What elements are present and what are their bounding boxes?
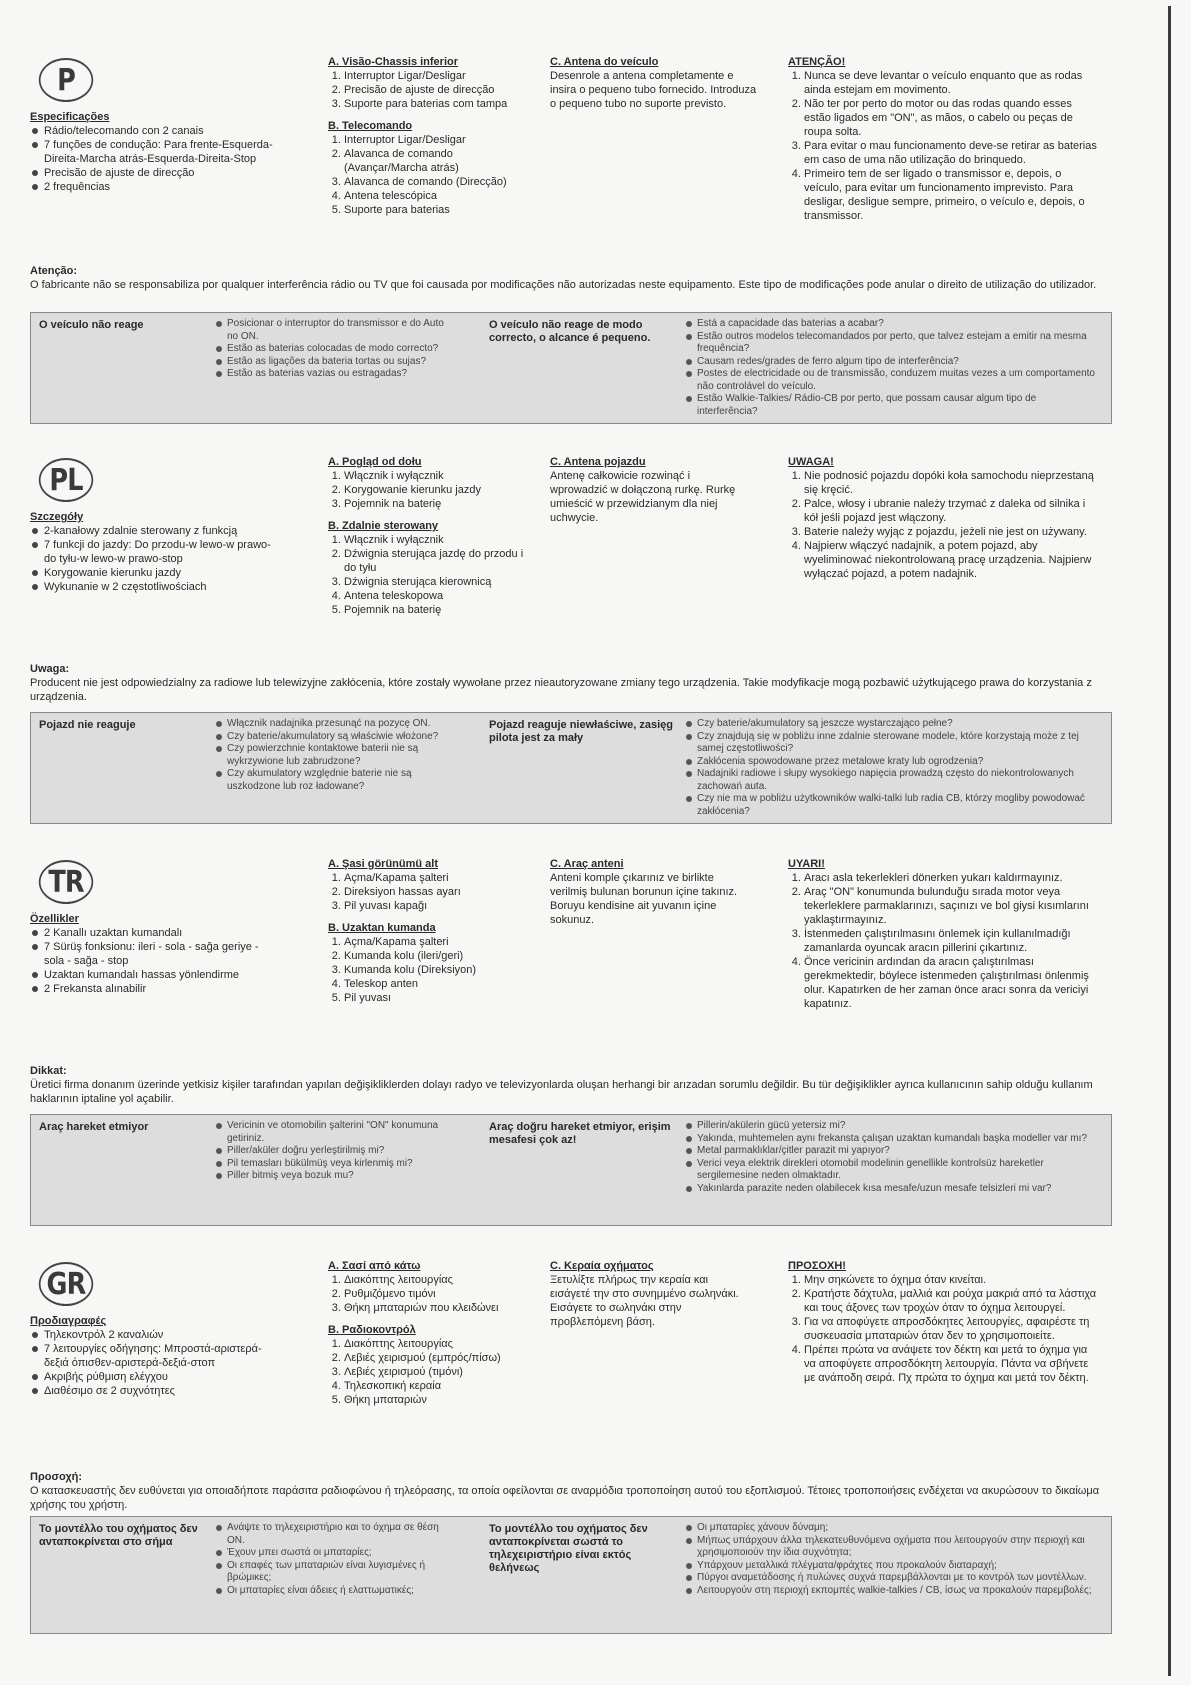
part-b-title: B. Uzaktan kumanda xyxy=(328,922,436,934)
trouble-2-item: Estão Walkie-Talkies/ Rádio-CB por perto, que possam causar algum tipo de interferência? xyxy=(685,393,1095,418)
warning-item: 4. Primeiro tem de ser ligado o transmissor e, depois, o veículo, para evitar um funcionamento imprevisto. Para desligar, desligue sempre, primeiro, o veículo e, depois, o transmissor. xyxy=(804,167,1098,223)
part-b-item: 1. Açma/Kapama şalteri xyxy=(344,935,538,949)
part-c-text: Antenę całkowicie rozwinąć i wprowadzić w dołączoną rurkę. Rurkę umieścić w przewidzianym dla niej uchwycie. xyxy=(550,470,736,524)
specs-column xyxy=(30,1314,280,1398)
part-c-text: Desenrole a antena completamente e insira o pequeno tubo fornecido. Introduza o pequeno tubo no suporte previsto. xyxy=(550,70,757,110)
trouble-2-item: Pillerin/akülerin gücü yetersiz mi? xyxy=(685,1120,1095,1133)
language-badge: TR xyxy=(39,860,93,904)
spec-item: 2 Kanallı uzaktan kumandalı xyxy=(30,926,280,940)
trouble-1-item: Estão as baterias colocadas de modo correcto? xyxy=(215,343,455,356)
trouble-1-item: Έχουν μπει σωστά οι μπαταρίες; xyxy=(215,1547,455,1560)
part-c-text: Ξετυλίξτε πλήρως την κεραία και εισάγετέ την στο συνημμένο σωληνάκι. Εισάγετε το σωληνάκι στην προβλεπόμενη βάση. xyxy=(550,1274,739,1328)
part-a-item: 1. Interruptor Ligar/Desligar xyxy=(344,69,538,83)
trouble-2-item: Metal parmaklıklar/çitler parazit mi yapıyor? xyxy=(685,1145,1095,1158)
part-b-item: 4. Teleskop anten xyxy=(344,977,538,991)
part-b-title: B. Zdalnie sterowany xyxy=(328,520,439,532)
notice-text: Producent nie jest odpowiedzialny za radiowe lub telewizyjne zakłócenia, które zostały wywołane przez nieautoryzowane zmiany tego urządzenia. Takie modyfikacje mogą pozbawić użytkującego prawa do korzystania z urządzenia. xyxy=(30,677,1092,703)
trouble-2-item: Yakında, muhtemelen aynı frekansta çalışan uzaktan kumandalı başka modeller var mı? xyxy=(685,1133,1095,1146)
trouble-1-item: Οι μπαταρίες είναι άδειες ή ελαττωματικές; xyxy=(215,1585,455,1598)
trouble-2-item: Postes de electricidade ou de transmissão, conduzem muitas vezes a um comportamento não controlável do veículo. xyxy=(685,368,1095,393)
warning-item: 4. Önce vericinin ardından da aracın çalıştırılması gerekmektedir, böylece istenmeden çalıştırılması önlenmiş olur. Kapatırken de her zaman önce aracı sonra da vericiyi kapatınız. xyxy=(804,955,1098,1011)
notice-text: O fabricante não se responsabiliza por qualquer interferência rádio ou TV que foi causada por modificações não autorizadas neste equipamento. Este tipo de modificações pode anular o direito de utilização do utilizador. xyxy=(30,279,1097,291)
trouble-2-title: Araç doğru hareket etmiyor, erişim mesafesi çok az! xyxy=(489,1121,671,1146)
spec-item: 7 Sürüş fonksionu: ileri - sola - sağa geriye - sola - sağa - stop xyxy=(30,940,280,968)
notice-block xyxy=(30,662,1120,704)
chassis-column xyxy=(328,455,538,617)
notice-text: Üretici firma donanım üzerinde yetkisiz kişiler tarafından yapılan değişikliklerden dolayı radyo ve televizyonlarda oluşan herhangi bir arızadan sorumlu değildir. Bu tür değişiklikler ayrıca kullanıcının sahip olduğu kullanım haklarının iptaline yol açabilir. xyxy=(30,1079,1093,1105)
part-c-title: C. Araç anteni xyxy=(550,858,624,870)
spec-item: Rádio/telecomando con 2 canais xyxy=(30,124,280,138)
notice-title: Dikkat: xyxy=(30,1065,67,1077)
warning-title: ΠΡΟΣΟΧΗ! xyxy=(788,1260,846,1272)
spec-item: Διαθέσιμο σε 2 συχνότητες xyxy=(30,1384,280,1398)
notice-title: Atenção: xyxy=(30,265,78,277)
trouble-1-item: Ανάψτε το τηλεχειριστήριο και το όχημα σε θέση ON. xyxy=(215,1522,455,1547)
trouble-1-item: Czy akumulatory względnie baterie nie są uszkodzone lub roz ładowane? xyxy=(215,768,455,793)
trouble-1-item: Posicionar o interruptor do transmissor e do Auto no ON. xyxy=(215,318,455,343)
part-b-item: 2. Dźwignia sterująca jazdę do przodu i do tyłu xyxy=(344,547,538,575)
trouble-2-item: Zakłócenia spowodowane przez metalowe kraty lub ogrodzenia? xyxy=(685,756,1095,769)
trouble-1-item: Czy powierzchnie kontaktowe baterii nie są wykrzywione lub zabrudzone? xyxy=(215,743,455,768)
part-a-item: 3. Pil yuvası kapağı xyxy=(344,899,538,913)
trouble-1-title: Araç hareket etmiyor xyxy=(39,1121,149,1133)
trouble-2-item: Verici veya elektrik direkleri otomobil modelinin genellikle kontrolsüz hareketler sergilemesine neden olmaktadır. xyxy=(685,1158,1095,1183)
part-b-item: 5. Pil yuvası xyxy=(344,991,538,1005)
trouble-2-item: Causam redes/grades de ferro algum tipo de interferência? xyxy=(685,356,1095,369)
warning-item: 2. Araç "ON" konumunda bulunduğu sırada motor veya tekerleklere parmaklarınızı, saçınızı ve bol giysi kısımlarını yaklaştırmayınız. xyxy=(804,885,1098,927)
warning-item: 3. Para evitar o mau funcionamento deve-se retirar as baterias em caso de uma não utilização do brinquedo. xyxy=(804,139,1098,167)
spec-item: 2-kanałowy zdalnie sterowany z funkcją xyxy=(30,524,280,538)
trouble-2-item: Λειτουργούν στη περιοχή εκπομπές walkie-talkies / CB, ίσως να προκαλούν παρεμβολές; xyxy=(685,1585,1095,1598)
trouble-2-item: Nadajniki radiowe i słupy wysokiego napięcia prowadzą często do niekontrolowanych zachowań auta. xyxy=(685,768,1095,793)
part-b-title: B. Ραδιοκοντρόλ xyxy=(328,1324,416,1336)
warning-item: 4. Πρέπει πρώτα να ανάψετε τον δέκτη και μετά το όχημα για να αποφύγετε απροσδόκητη λειτουργία. Πάντα να σβήνετε με ανάποδη σειρά. Πχ πρώτα το όχημα και μετά τον δέκτη. xyxy=(804,1343,1098,1385)
troubleshooting-box xyxy=(30,312,1112,424)
specs-title: Προδιαγραφές xyxy=(30,1315,107,1327)
trouble-2-item: Yakınlarda parazite neden olabilecek kısa mesafe/uzun mesafe telsizleri mi var? xyxy=(685,1183,1095,1196)
part-b-item: 1. Διακόπτης λειτουργίας xyxy=(344,1337,538,1351)
chassis-column xyxy=(328,857,538,1005)
trouble-1-item: Piller/aküler doğru yerleştirilmiş mi? xyxy=(215,1145,455,1158)
spec-item: Wykunanie w 2 częstotliwościach xyxy=(30,580,280,594)
trouble-2-item: Czy znajdują się w pobliżu inne zdalnie sterowane modele, które korzystają może z tej samej częstotliwości? xyxy=(685,731,1095,756)
trouble-2-title: Το μοντέλλο του οχήματος δεν ανταποκρίνεται σωστά το τηλεχειριστήριο είναι εκτός θελήνεως xyxy=(489,1523,648,1574)
warning-item: 2. Palce, włosy i ubranie należy trzymać z daleka od silnika i kół jeśli pojazd jest włączony. xyxy=(804,497,1098,525)
trouble-2-item: Μήπως υπάρχουν άλλα τηλεκατευθυνόμενα οχήματα που λειτουργούν στην περιοχή και χρησιμοποιούν την ίδια συχνότητα; xyxy=(685,1535,1095,1560)
spec-item: Precisão de ajuste de direcção xyxy=(30,166,280,180)
trouble-1-item: Czy baterie/akumulatory są właściwie włożone? xyxy=(215,731,455,744)
part-b-item: 3. Kumanda kolu (Direksiyon) xyxy=(344,963,538,977)
antenna-column xyxy=(550,55,760,111)
part-b-item: 3. Dźwignia sterująca kierownicą xyxy=(344,575,538,589)
part-b-item: 4. Antena telescópica xyxy=(344,189,538,203)
part-a-title: A. Visão-Chassis inferior xyxy=(328,56,459,68)
notice-text: Ο κατασκευαστής δεν ευθύνεται για οποιαδήποτε παράσιτα ραδιοφώνου ή τηλεόρασης, τα οποία οφείλονται σε αναρμόδια τροποποίηση αυτού του εξοπλισμού. Τέτοιες τροποποιήσεις ενδέχεται να ακυρώσουν το δικαίωμα χρήσης του χρήστη. xyxy=(30,1485,1100,1511)
part-a-item: 1. Διακόπτης λειτουργίας xyxy=(344,1273,538,1287)
notice-block xyxy=(30,1470,1120,1512)
part-a-item: 2. Korygowanie kierunku jazdy xyxy=(344,483,538,497)
warning-title: ATENÇÃO! xyxy=(788,56,846,68)
warning-item: 1. Nunca se deve levantar o veículo enquanto que as rodas ainda estejam em movimento. xyxy=(804,69,1098,97)
trouble-1-title: Το μοντέλλο του οχήματος δεν ανταποκρίνεται στο σήμα xyxy=(39,1523,198,1548)
part-c-title: C. Antena do veículo xyxy=(550,56,659,68)
trouble-1-item: Vericinin ve otomobilin şalterini "ON" konumuna getiriniz. xyxy=(215,1120,455,1145)
notice-title: Προσοχή: xyxy=(30,1471,83,1483)
trouble-1-title: O veículo não reage xyxy=(39,319,144,331)
part-b-item: 3. Λεβιές χειρισμού (τιμόνι) xyxy=(344,1365,538,1379)
spec-item: 7 λειτουργίες οδήγησης: Μπροστά-αριστερά-δεξιά όπισθεν-αριστερά-δεξιά-στοπ xyxy=(30,1342,280,1370)
part-b-item: 2. Kumanda kolu (ileri/geri) xyxy=(344,949,538,963)
trouble-2-item: Πύργοι αναμετάδοσης ή πυλώνες συχνά παρεμβάλλονται με το κοντρόλ των μοντέλλων. xyxy=(685,1572,1095,1585)
part-c-title: C. Κεραία οχήματος xyxy=(550,1260,654,1272)
trouble-1-item: Pil temasları bükülmüş veya kirlenmiş mi? xyxy=(215,1158,455,1171)
chassis-column xyxy=(328,1259,538,1407)
trouble-1-title: Pojazd nie reaguje xyxy=(39,719,136,731)
troubleshooting-box xyxy=(30,1516,1112,1634)
specs-column xyxy=(30,510,280,594)
spec-item: 2 Frekansta alınabilir xyxy=(30,982,280,996)
warning-item: 1. Aracı asla tekerlekleri dönerken yukarı kaldırmayınız. xyxy=(804,871,1098,885)
part-a-title: A. Σασί από κάτω xyxy=(328,1260,421,1272)
part-b-item: 4. Τηλεσκοπική κεραία xyxy=(344,1379,538,1393)
part-c-text: Anteni komple çıkarınız ve birlikte verilmiş bulunan borunun içine takınız. Boruyu kendisine ait yuvanın içine sokunuz. xyxy=(550,872,738,926)
notice-title: Uwaga: xyxy=(30,663,70,675)
part-a-item: 1. Włącznik i wyłącznik xyxy=(344,469,538,483)
specs-column xyxy=(30,912,280,996)
trouble-2-item: Czy baterie/akumulatory są jeszcze wystarczająco pełne? xyxy=(685,718,1095,731)
warning-title: UYARI! xyxy=(788,858,825,870)
antenna-column xyxy=(550,455,750,525)
warning-item: 4. Najpierw włączyć nadajnik, a potem pojazd, aby wyeliminować niekontrolowaną pracę urządzenia. Najpierw wyłączać pojazd, a potem nadajnik. xyxy=(804,539,1098,581)
language-badge: PL xyxy=(39,458,93,502)
warning-column xyxy=(788,55,1098,223)
warning-title: UWAGA! xyxy=(788,456,834,468)
specs-title: Özellikler xyxy=(30,913,79,925)
part-b-item: 5. Θήκη μπαταριών xyxy=(344,1393,538,1407)
language-badge: P xyxy=(39,58,93,102)
specs-title: Szczegóły xyxy=(30,511,84,523)
troubleshooting-box xyxy=(30,1114,1112,1226)
warning-item: 2. Κρατήστε δάχτυλα, μαλλιά και ρούχα μακριά από τα λάστιχα και τους άξονες των τροχών όταν το όχημα λειτουργεί. xyxy=(804,1287,1098,1315)
spec-item: Τηλεκοντρόλ 2 καναλιών xyxy=(30,1328,280,1342)
spec-item: 7 funções de condução: Para frente-Esquerda-Direita-Marcha atrás-Esquerda-Direita-Stop xyxy=(30,138,280,166)
antenna-column xyxy=(550,1259,750,1329)
warning-column xyxy=(788,1259,1098,1385)
part-b-title: B. Telecomando xyxy=(328,120,413,132)
troubleshooting-box xyxy=(30,712,1112,824)
trouble-2-item: Οι μπαταρίες χάνουν δύναμη; xyxy=(685,1522,1095,1535)
part-a-item: 1. Açma/Kapama şalteri xyxy=(344,871,538,885)
part-b-item: 3. Alavanca de comando (Direcção) xyxy=(344,175,538,189)
part-a-item: 3. Θήκη μπαταριών που κλειδώνει xyxy=(344,1301,538,1315)
trouble-1-item: Estão as ligações da bateria tortas ou sujas? xyxy=(215,356,455,369)
part-b-item: 2. Alavanca de comando (Avançar/Marcha atrás) xyxy=(344,147,538,175)
part-b-item: 2. Λεβιές χειρισμού (εμπρός/πίσω) xyxy=(344,1351,538,1365)
trouble-1-item: Estão as baterias vazias ou estragadas? xyxy=(215,368,455,381)
trouble-2-item: Estão outros modelos telecomandados por perto, que talvez estejam a emitir na mesma frequência? xyxy=(685,331,1095,356)
trouble-2-title: Pojazd reaguje niewłaściwe, zasięg pilota jest za mały xyxy=(489,719,674,744)
trouble-2-item: Czy nie ma w pobliżu użytkowników walki-talki lub radia CB, którzy mogliby powodować zakłócenia? xyxy=(685,793,1095,818)
notice-block xyxy=(30,264,1120,292)
part-b-item: 5. Pojemnik na baterię xyxy=(344,603,538,617)
antenna-column xyxy=(550,857,750,927)
chassis-column xyxy=(328,55,538,217)
trouble-2-item: Está a capacidade das baterias a acabar? xyxy=(685,318,1095,331)
part-a-item: 2. Ρυθμιζόμενο τιμόνι xyxy=(344,1287,538,1301)
notice-block xyxy=(30,1064,1120,1106)
spec-item: 7 funkcji do jazdy: Do przodu-w lewo-w prawo-do tyłu-w lewo-w prawo-stop xyxy=(30,538,280,566)
trouble-1-item: Οι επαφές των μπαταριών είναι λυγισμένες ή βρώμικες; xyxy=(215,1560,455,1585)
trouble-1-item: Piller bitmiş veya bozuk mu? xyxy=(215,1170,455,1183)
warning-column xyxy=(788,455,1098,581)
spec-item: Korygowanie kierunku jazdy xyxy=(30,566,280,580)
warning-item: 3. İstenmeden çalıştırılmasını önlemek için kullanılmadığı zamanlarda oyuncak aracın pillerini çıkartınız. xyxy=(804,927,1098,955)
part-b-item: 1. Włącznik i wyłącznik xyxy=(344,533,538,547)
warning-column xyxy=(788,857,1098,1011)
warning-item: 3. Baterie należy wyjąc z pojazdu, jeżeli nie jest on używany. xyxy=(804,525,1098,539)
spec-item: Uzaktan kumandalı hassas yönlendirme xyxy=(30,968,280,982)
language-badge: GR xyxy=(39,1262,93,1306)
trouble-2-item: Υπάρχουν μεταλλικά πλέγματα/φράχτες που προκαλούν διαταραχή; xyxy=(685,1560,1095,1573)
warning-item: 2. Não ter por perto do motor ou das rodas quando esses estão ligados em "ON", as mãos, o cabelo ou peças de roupa solta. xyxy=(804,97,1098,139)
warning-item: 1. Μην σηκώνετε το όχημα όταν κινείται. xyxy=(804,1273,1098,1287)
part-b-item: 1. Interruptor Ligar/Desligar xyxy=(344,133,538,147)
part-a-title: A. Pogląd od dołu xyxy=(328,456,422,468)
part-a-item: 3. Suporte para baterias com tampa xyxy=(344,97,538,111)
part-a-item: 2. Direksiyon hassas ayarı xyxy=(344,885,538,899)
specs-column xyxy=(30,110,280,194)
part-b-item: 4. Antena teleskopowa xyxy=(344,589,538,603)
spec-item: Ακριβής ρύθμιση ελέγχου xyxy=(30,1370,280,1384)
spec-item: 2 frequências xyxy=(30,180,280,194)
part-b-item: 5. Suporte para baterias xyxy=(344,203,538,217)
warning-item: 3. Για να αποφύγετε απροσδόκητες λειτουργίες, αφαιρέστε τη συσκευασία μπαταριών όταν δεν το χρησιμοποιείτε. xyxy=(804,1315,1098,1343)
trouble-2-title: O veículo não reage de modo correcto, o alcance é pequeno. xyxy=(489,319,651,344)
part-c-title: C. Antena pojazdu xyxy=(550,456,646,468)
warning-item: 1. Nie podnosić pojazdu dopóki koła samochodu nieprzestaną się kręcić. xyxy=(804,469,1098,497)
part-a-item: 3. Pojemnik na baterię xyxy=(344,497,538,511)
trouble-1-item: Włącznik nadajnika przesunąć na pozycę ON. xyxy=(215,718,455,731)
part-a-title: A. Şasi görünümü alt xyxy=(328,858,439,870)
page-edge-line xyxy=(1168,6,1171,1676)
part-a-item: 2. Precisão de ajuste de direcção xyxy=(344,83,538,97)
specs-title: Especificações xyxy=(30,111,110,123)
